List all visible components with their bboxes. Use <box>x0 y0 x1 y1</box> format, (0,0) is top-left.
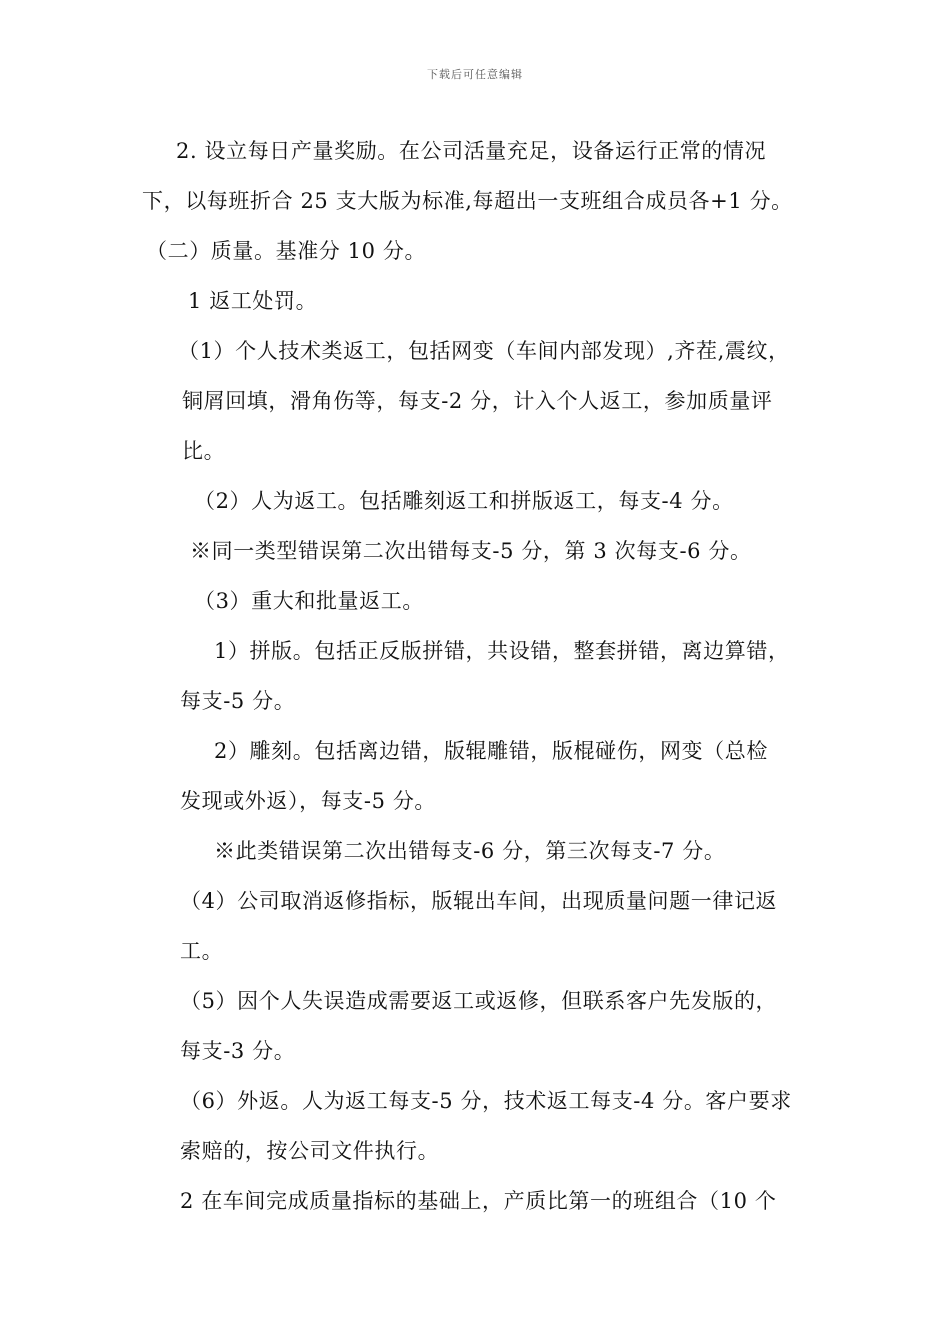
text-line: ※同一类型错误第二次出错每支-5 分，第 3 次每支-6 分。 <box>190 539 752 563</box>
text-line: 每支-5 分。 <box>180 689 296 713</box>
page-header: 下载后可任意编辑 <box>427 68 523 81</box>
text-line: 2. 设立每日产量奖励。在公司活量充足，设备运行正常的情况 <box>176 139 767 163</box>
text-line: （3）重大和批量返工。 <box>194 589 424 613</box>
text-line: 1 返工处罚。 <box>188 289 318 313</box>
text-line: （2）人为返工。包括雕刻返工和拼版返工，每支-4 分。 <box>194 489 734 513</box>
text-line: ※此类错误第二次出错每支-6 分，第三次每支-7 分。 <box>214 839 726 863</box>
text-line: 下，以每班折合 25 支大版为标准,每超出一支班组合成员各+1 分。 <box>142 189 793 213</box>
text-line: （4）公司取消返修指标，版辊出车间，出现质量问题一律记返 <box>180 889 778 913</box>
text-line: 索赔的，按公司文件执行。 <box>180 1139 440 1163</box>
text-line: 1）拼版。包括正反版拼错，共设错，整套拼错，离边算错， <box>214 639 790 663</box>
text-line: （6）外返。人为返工每支-5 分，技术返工每支-4 分。客户要求 <box>180 1089 792 1113</box>
text-line: 2）雕刻。包括离边错，版辊雕错，版棍碰伤，网变（总检 <box>214 739 768 763</box>
text-line: 发现或外返），每支-5 分。 <box>180 789 437 813</box>
text-line: 每支-3 分。 <box>180 1039 296 1063</box>
text-line: （1）个人技术类返工，包括网变（车间内部发现）,齐茬,震纹， <box>178 339 790 363</box>
text-line: 比。 <box>182 439 226 463</box>
text-line: 2 在车间完成质量指标的基础上，产质比第一的班组合（10 个 <box>180 1189 777 1213</box>
text-line: （二）质量。基准分 10 分。 <box>146 239 427 263</box>
text-line: （5）因个人失误造成需要返工或返修，但联系客户先发版的， <box>180 989 778 1013</box>
text-line: 铜屑回填，滑角伤等，每支-2 分，计入个人返工，参加质量评 <box>182 389 773 413</box>
text-line: 工。 <box>180 939 224 963</box>
